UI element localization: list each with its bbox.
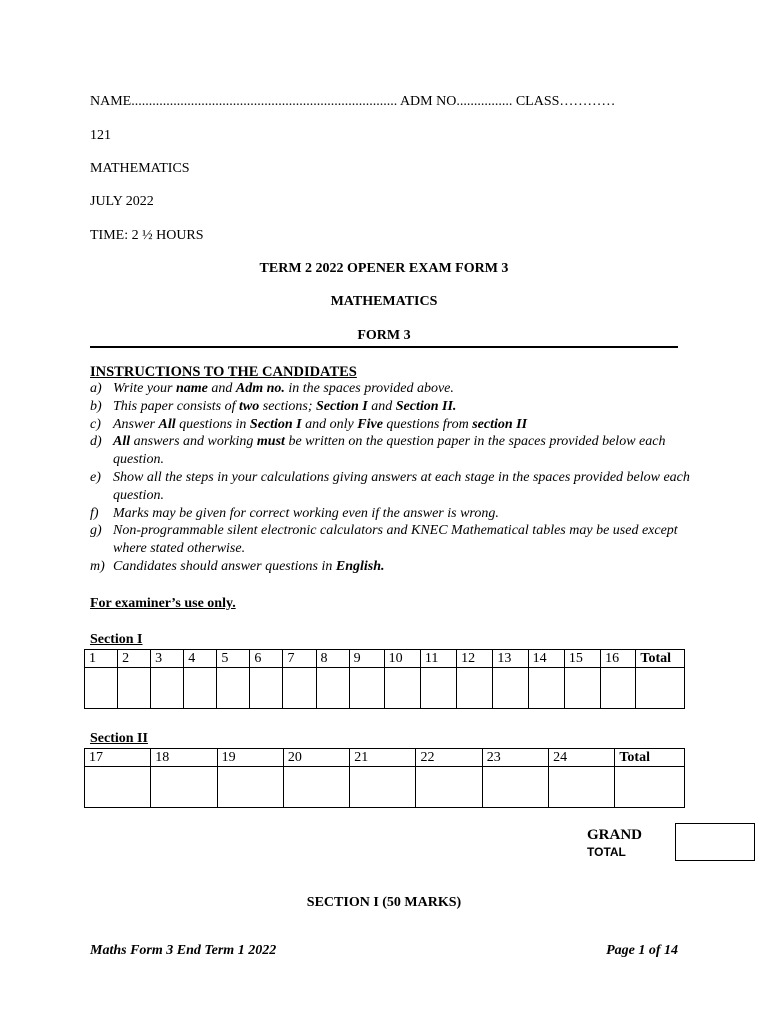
instruction-emphasis: Section I xyxy=(249,416,302,432)
score-cell[interactable] xyxy=(564,668,600,709)
question-column-header: 4 xyxy=(184,650,217,668)
instruction-text: Write your xyxy=(113,381,176,396)
question-column-header: 13 xyxy=(493,650,528,668)
grand-total-box[interactable] xyxy=(675,823,755,861)
instruction-marker: d) xyxy=(90,434,102,450)
question-column-header: 21 xyxy=(350,749,416,767)
question-column-header: 10 xyxy=(384,650,420,668)
score-cell[interactable] xyxy=(217,668,250,709)
instruction-item xyxy=(90,469,690,505)
section-heading: SECTION I (50 MARKS) xyxy=(306,895,462,910)
score-cell[interactable] xyxy=(217,767,283,808)
instruction-text: This paper consists of xyxy=(113,398,240,414)
instruction-text: Marks may be given for correct working even if the answer is wrong. xyxy=(113,505,499,521)
score-cell[interactable] xyxy=(416,767,482,808)
footer-left: Maths Form 3 End Term 1 2022 xyxy=(90,943,277,958)
question-column-header: 22 xyxy=(416,749,482,767)
instruction-emphasis: two xyxy=(239,398,260,414)
score-cell[interactable] xyxy=(151,668,184,709)
subject-title: MATHEMATICS xyxy=(330,294,438,309)
question-column-header: 12 xyxy=(457,650,493,668)
section2-header-row xyxy=(85,749,685,767)
instruction-marker: e) xyxy=(90,469,101,485)
question-column-header: 24 xyxy=(549,749,615,767)
instruction-text: in the spaces provided above. xyxy=(284,381,454,396)
instruction-marker: g) xyxy=(90,523,102,539)
score-cell[interactable] xyxy=(184,668,217,709)
subject-line: MATHEMATICS xyxy=(90,161,190,176)
section2-score-row xyxy=(85,767,685,808)
question-column-header: 11 xyxy=(420,650,456,668)
section2-marks-table xyxy=(84,748,685,808)
score-cell[interactable] xyxy=(283,668,316,709)
instruction-marker: m) xyxy=(90,558,105,574)
form-title: FORM 3 xyxy=(357,328,411,343)
name-adm-class-line: NAME............................................................................ ADM NO................ CLASS………… xyxy=(90,94,616,109)
instruction-item xyxy=(90,398,690,416)
total-column-header: Total xyxy=(615,749,685,767)
question-column-header: 9 xyxy=(349,650,384,668)
question-column-header: 19 xyxy=(217,749,283,767)
date-line: JULY 2022 xyxy=(90,194,154,209)
question-column-header: 17 xyxy=(85,749,151,767)
question-column-header: 20 xyxy=(283,749,349,767)
instruction-item xyxy=(90,558,690,576)
instruction-text: Answer xyxy=(113,416,159,432)
score-cell[interactable] xyxy=(636,668,685,709)
title-rule xyxy=(90,346,678,348)
question-column-header: 5 xyxy=(217,650,250,668)
question-column-header: 7 xyxy=(283,650,316,668)
instruction-emphasis: Section I xyxy=(316,398,368,414)
score-cell[interactable] xyxy=(528,668,564,709)
instruction-emphasis: name xyxy=(176,381,208,396)
section1-header-row xyxy=(85,650,685,668)
instruction-emphasis: Section II. xyxy=(395,398,457,414)
section2-label: Section II xyxy=(90,731,148,746)
score-cell[interactable] xyxy=(549,767,615,808)
question-column-header: 16 xyxy=(601,650,636,668)
total-column-header: Total xyxy=(636,650,685,668)
instruction-emphasis: All xyxy=(113,434,131,450)
score-cell[interactable] xyxy=(283,767,349,808)
score-cell[interactable] xyxy=(457,668,493,709)
instructions-list xyxy=(90,380,690,576)
score-cell[interactable] xyxy=(493,668,528,709)
instruction-marker: b) xyxy=(90,398,102,414)
instruction-text: questions from xyxy=(382,416,473,432)
instruction-text: Non-programmable silent electronic calculators and KNEC Mathematical tables may be used except where stated otherwise. xyxy=(113,523,678,557)
paper-code: 121 xyxy=(90,128,111,143)
instruction-emphasis: Adm no. xyxy=(235,381,285,396)
instruction-text: and xyxy=(207,381,236,396)
score-cell[interactable] xyxy=(420,668,456,709)
instruction-text: questions in xyxy=(175,416,250,432)
question-column-header: 6 xyxy=(250,650,283,668)
instructions-heading: INSTRUCTIONS TO THE CANDIDATES xyxy=(90,364,357,380)
question-column-header: 3 xyxy=(151,650,184,668)
time-line: TIME: 2 ½ HOURS xyxy=(90,228,204,243)
question-column-header: 14 xyxy=(528,650,564,668)
grand-label: GRAND xyxy=(587,827,642,843)
footer-page: Page 1 of 14 xyxy=(606,943,678,958)
score-cell[interactable] xyxy=(316,668,349,709)
question-column-header: 8 xyxy=(316,650,349,668)
instruction-emphasis: section II xyxy=(472,416,528,432)
section1-label: Section I xyxy=(90,632,143,647)
score-cell[interactable] xyxy=(85,668,118,709)
instruction-marker: a) xyxy=(90,381,102,396)
instruction-item xyxy=(90,416,690,434)
score-cell[interactable] xyxy=(601,668,636,709)
instruction-text: Show all the steps in your calculations giving answers at each stage in the spaces provided below each question. xyxy=(113,469,690,503)
question-column-header: 23 xyxy=(482,749,548,767)
question-column-header: 15 xyxy=(564,650,600,668)
score-cell[interactable] xyxy=(349,668,384,709)
exam-title: TERM 2 2022 OPENER EXAM FORM 3 xyxy=(259,261,509,276)
question-column-header: 18 xyxy=(151,749,217,767)
instruction-emphasis: Five xyxy=(357,416,383,432)
instruction-item xyxy=(90,380,690,398)
examiner-heading: For examiner’s use only. xyxy=(90,596,236,611)
score-cell[interactable] xyxy=(85,767,151,808)
score-cell[interactable] xyxy=(118,668,151,709)
score-cell[interactable] xyxy=(482,767,548,808)
score-cell[interactable] xyxy=(615,767,685,808)
instructions-block xyxy=(90,364,690,576)
question-column-header: 2 xyxy=(118,650,151,668)
score-cell[interactable] xyxy=(350,767,416,808)
instruction-emphasis: must xyxy=(256,434,285,450)
total-label: TOTAL xyxy=(587,845,626,859)
question-column-header: 1 xyxy=(85,650,118,668)
instruction-text: be written on the question paper in the spaces provided below each question. xyxy=(113,434,666,468)
score-cell[interactable] xyxy=(250,668,283,709)
instruction-text: and xyxy=(367,398,396,414)
section1-marks-table xyxy=(84,649,685,709)
instruction-item xyxy=(90,522,690,558)
instruction-emphasis: English. xyxy=(335,558,385,574)
instruction-marker: c) xyxy=(90,416,101,432)
instruction-text: answers and working xyxy=(130,434,257,450)
score-cell[interactable] xyxy=(151,767,217,808)
instruction-item xyxy=(90,433,690,469)
instruction-item xyxy=(90,505,690,523)
instruction-text: Candidates should answer questions in xyxy=(113,558,336,574)
instruction-emphasis: All xyxy=(158,416,176,432)
section1-score-row xyxy=(85,668,685,709)
score-cell[interactable] xyxy=(384,668,420,709)
instruction-marker: f) xyxy=(90,505,99,521)
instruction-text: sections; xyxy=(259,398,317,414)
instruction-text: and only xyxy=(301,416,358,432)
